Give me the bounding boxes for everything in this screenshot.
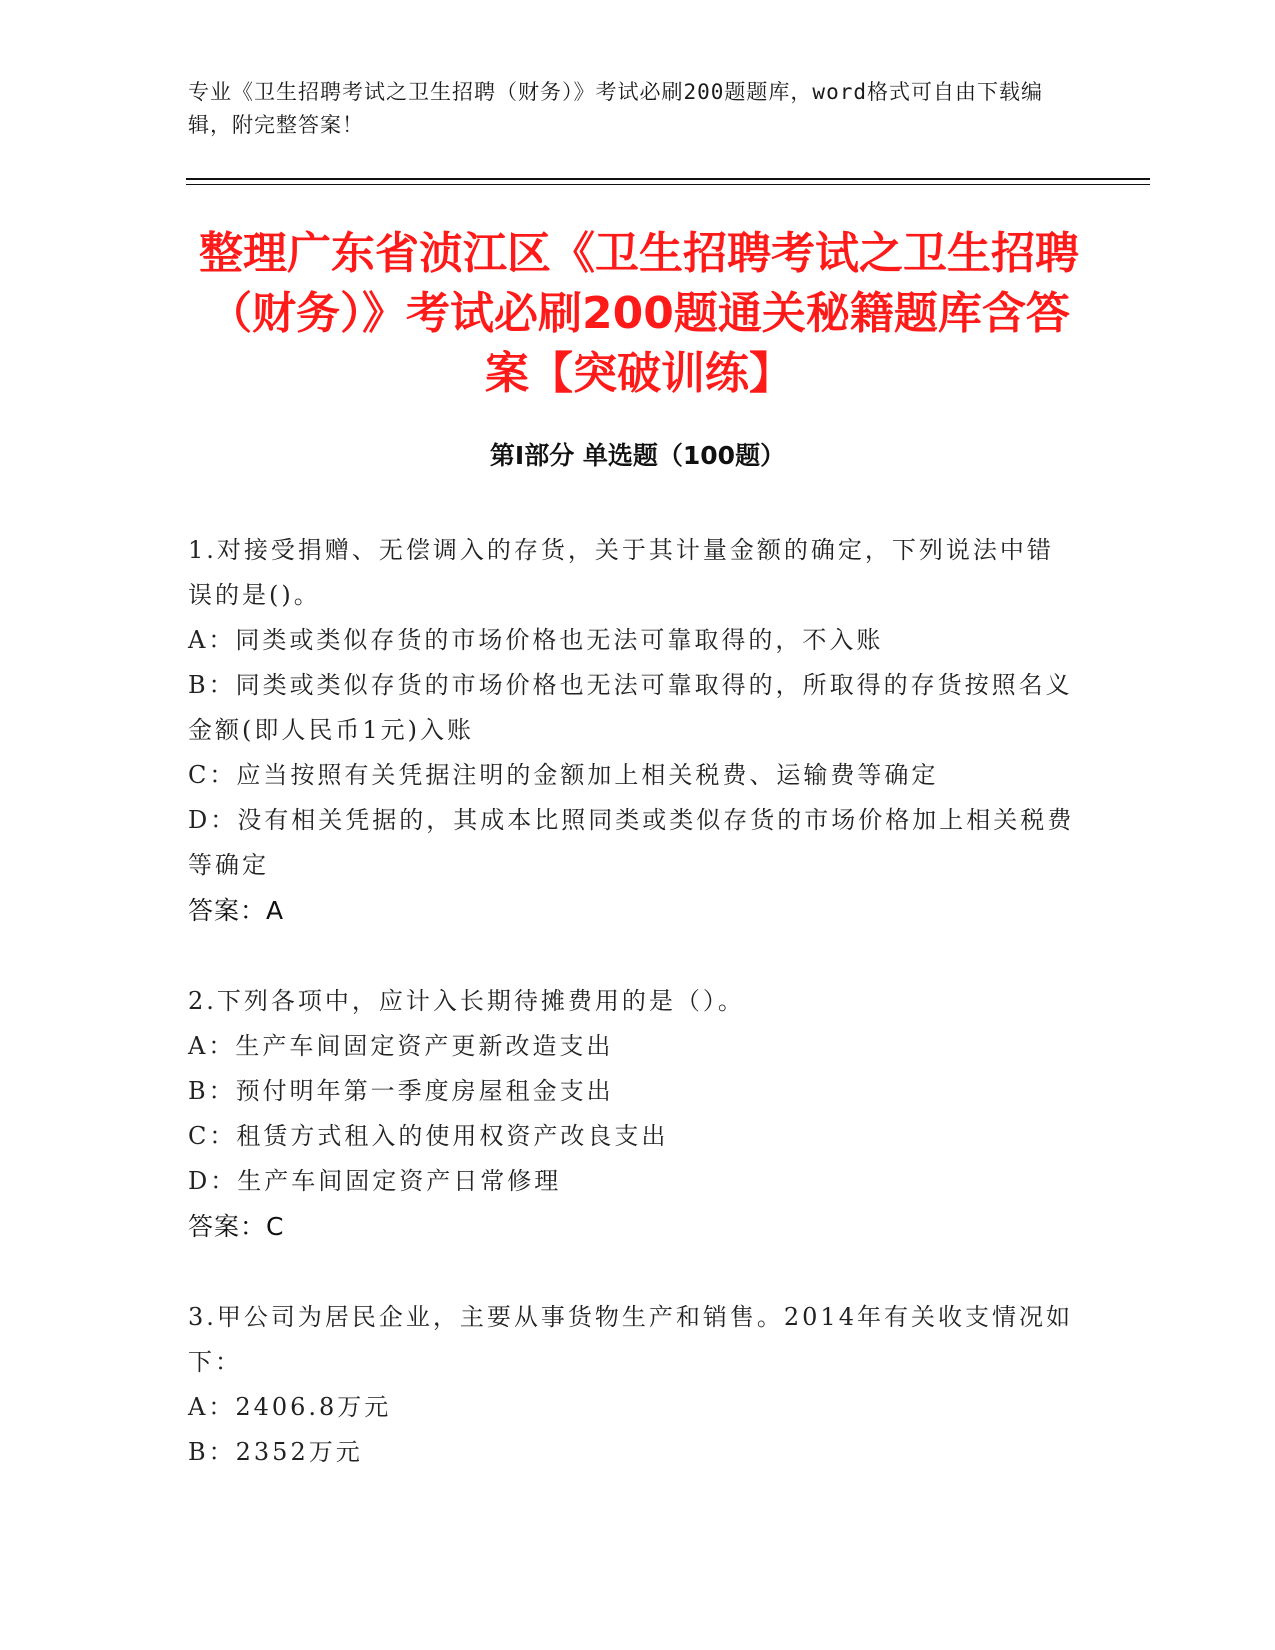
option-c: C：应当按照有关凭据注明的金额加上相关税费、运输费等确定 — [188, 761, 939, 789]
document-title: 整理广东省浈江区《卫生招聘考试之卫生招聘（财务）》考试必刷200题通关秘籍题库含答案【突破训练】 — [199, 228, 1079, 399]
option-d: D：生产车间固定资产日常修理 — [188, 1167, 562, 1195]
question-stem: 3.甲公司为居民企业，主要从事货物生产和销售。2014年有关收支情况如下： — [188, 1303, 1073, 1376]
option-c: C：租赁方式租入的使用权资产改良支出 — [188, 1122, 669, 1150]
header-divider — [186, 178, 1150, 180]
question-1 — [188, 528, 1078, 933]
question-list — [188, 528, 1078, 1521]
question-stem: 2.下列各项中，应计入长期待摊费用的是（）。 — [188, 987, 745, 1015]
option-a: A：同类或类似存货的市场价格也无法可靠取得的，不入账 — [188, 626, 884, 654]
option-b: B：同类或类似存货的市场价格也无法可靠取得的，所取得的存货按照名义金额(即人民币1元)入账 — [188, 671, 1073, 744]
section-heading: 第I部分 单选题（100题） — [489, 441, 786, 470]
option-b: B：2352万元 — [188, 1438, 363, 1466]
question-stem: 1.对接受捐赠、无偿调入的存货，关于其计量金额的确定，下列说法中错误的是()。 — [188, 536, 1054, 609]
option-d: D：没有相关凭据的，其成本比照同类或类似存货的市场价格加上相关税费等确定 — [188, 806, 1075, 879]
answer: 答案：A — [188, 896, 285, 925]
question-3 — [188, 1295, 1078, 1475]
option-a: A：2406.8万元 — [188, 1393, 392, 1421]
header-divider-thin — [186, 184, 1150, 185]
answer: 答案：C — [188, 1212, 285, 1241]
option-a: A：生产车间固定资产更新改造支出 — [188, 1032, 614, 1060]
header-note: 专业《卫生招聘考试之卫生招聘（财务）》考试必刷200题题库，word格式可自由下载编辑，附完整答案！ — [188, 80, 1043, 137]
question-2 — [188, 979, 1078, 1249]
option-b: B：预付明年第一季度房屋租金支出 — [188, 1077, 614, 1105]
